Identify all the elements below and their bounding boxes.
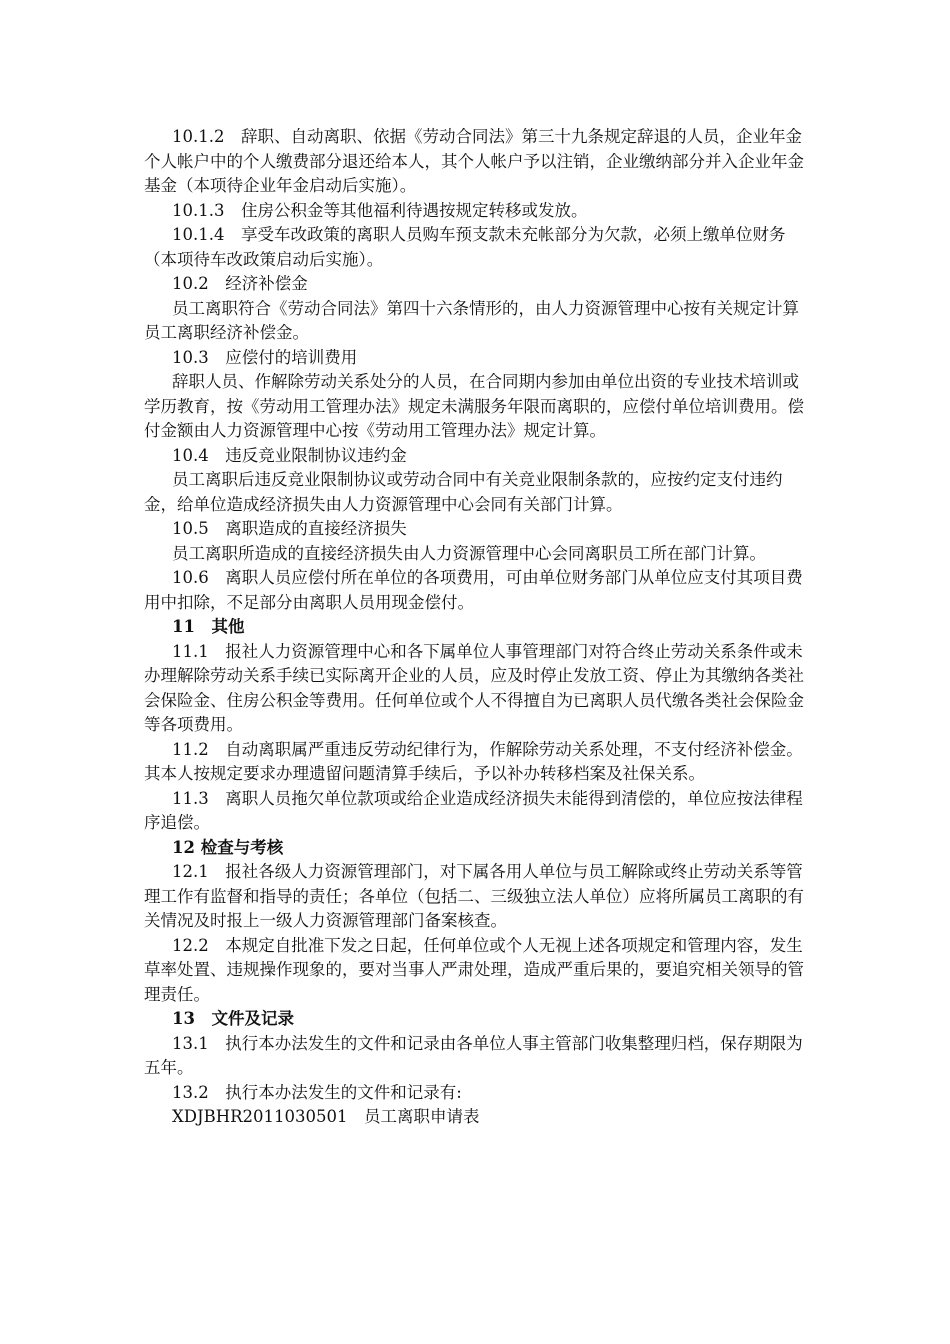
paragraph: 10.1.2 辞职、自动离职、依据《劳动合同法》第三十九条规定辞退的人员，企业年金个人帐户中的个人缴费部分退还给本人，其个人帐户予以注销，企业缴纳部分并入企业年金基金（本项待企业年金启动后实施）。 — [144, 127, 804, 195]
paragraph: 11.3 离职人员拖欠单位款项或给企业造成经济损失未能得到清偿的，单位应按法律程序追偿。 — [144, 788, 803, 832]
section-heading: 11 其他 — [172, 617, 245, 636]
paragraph: 12.2 本规定自批准下发之日起，任何单位或个人无视上述各项规定和管理内容，发生草率处置、违规操作现象的，要对当事人严肃处理，造成严重后果的，要追究相关领导的管理责任。 — [144, 935, 804, 1004]
paragraph: 11.2 自动离职属严重违反劳动纪律行为，作解除劳动关系处理，不支付经济补偿金。其本人按规定要求办理遗留问题清算手续后，予以补办转移档案及社保关系。 — [144, 739, 803, 783]
paragraph: 10.4 违反竞业限制协议违约金 — [172, 445, 407, 465]
paragraph: 10.2 经济补偿金 — [172, 274, 308, 293]
paragraph: 10.1.3 住房公积金等其他福利待遇按规定转移或发放。 — [172, 200, 588, 220]
document-body — [144, 125, 812, 1130]
paragraph: 员工离职所造成的直接经济损失由人力资源管理中心会同离职员工所在部门计算。 — [172, 543, 766, 563]
paragraph: 10.1.4 享受车改政策的离职人员购车预支款未充帐部分为欠款，必须上缴单位财务（本项待车改政策启动后实施）。 — [144, 225, 786, 269]
paragraph: XDJBHR2011030501 员工离职申请表 — [172, 1107, 480, 1126]
paragraph: 10.5 离职造成的直接经济损失 — [172, 519, 407, 538]
paragraph: 10.3 应偿付的培训费用 — [172, 347, 358, 367]
paragraph: 12.1 报社各级人力资源管理部门，对下属各用人单位与员工解除或终止劳动关系等管理工作有监督和指导的责任；各单位（包括二、三级独立法人单位）应将所属员工离职的有关情况及时报上一级人力资源管理部门备案核查。 — [144, 862, 804, 930]
section-heading: 12 检查与考核 — [172, 837, 284, 857]
paragraph: 11.1 报社人力资源管理中心和各下属单位人事管理部门对符合终止劳动关系条件或未办理解除劳动关系手续已实际离开企业的人员，应及时停止发放工资、停止为其缴纳各类社会保险金、住房公积金等费用。任何单位或个人不得擅自为已离职人员代缴各类社会保险金等各项费用。 — [144, 641, 804, 734]
paragraph: 13.1 执行本办法发生的文件和记录由各单位人事主管部门收集整理归档，保存期限为五年。 — [144, 1033, 803, 1077]
paragraph: 13.2 执行本办法发生的文件和记录有: — [172, 1082, 462, 1102]
paragraph: 员工离职后违反竞业限制协议或劳动合同中有关竞业限制条款的，应按约定支付违约金，给单位造成经济损失由人力资源管理中心会同有关部门计算。 — [144, 470, 783, 514]
paragraph: 10.6 离职人员应偿付所在单位的各项费用，可由单位财务部门从单位应支付其项目费用中扣除，不足部分由离职人员用现金偿付。 — [144, 568, 803, 612]
paragraph: 辞职人员、作解除劳动关系处分的人员，在合同期内参加由单位出资的专业技术培训或学历教育，按《劳动用工管理办法》规定未满服务年限而离职的，应偿付单位培训费用。偿付金额由人力资源管理中心按《劳动用工管理办法》规定计算。 — [144, 372, 804, 440]
section-heading: 13 文件及记录 — [172, 1009, 294, 1028]
paragraph: 员工离职符合《劳动合同法》第四十六条情形的，由人力资源管理中心按有关规定计算员工离职经济补偿金。 — [144, 298, 799, 342]
